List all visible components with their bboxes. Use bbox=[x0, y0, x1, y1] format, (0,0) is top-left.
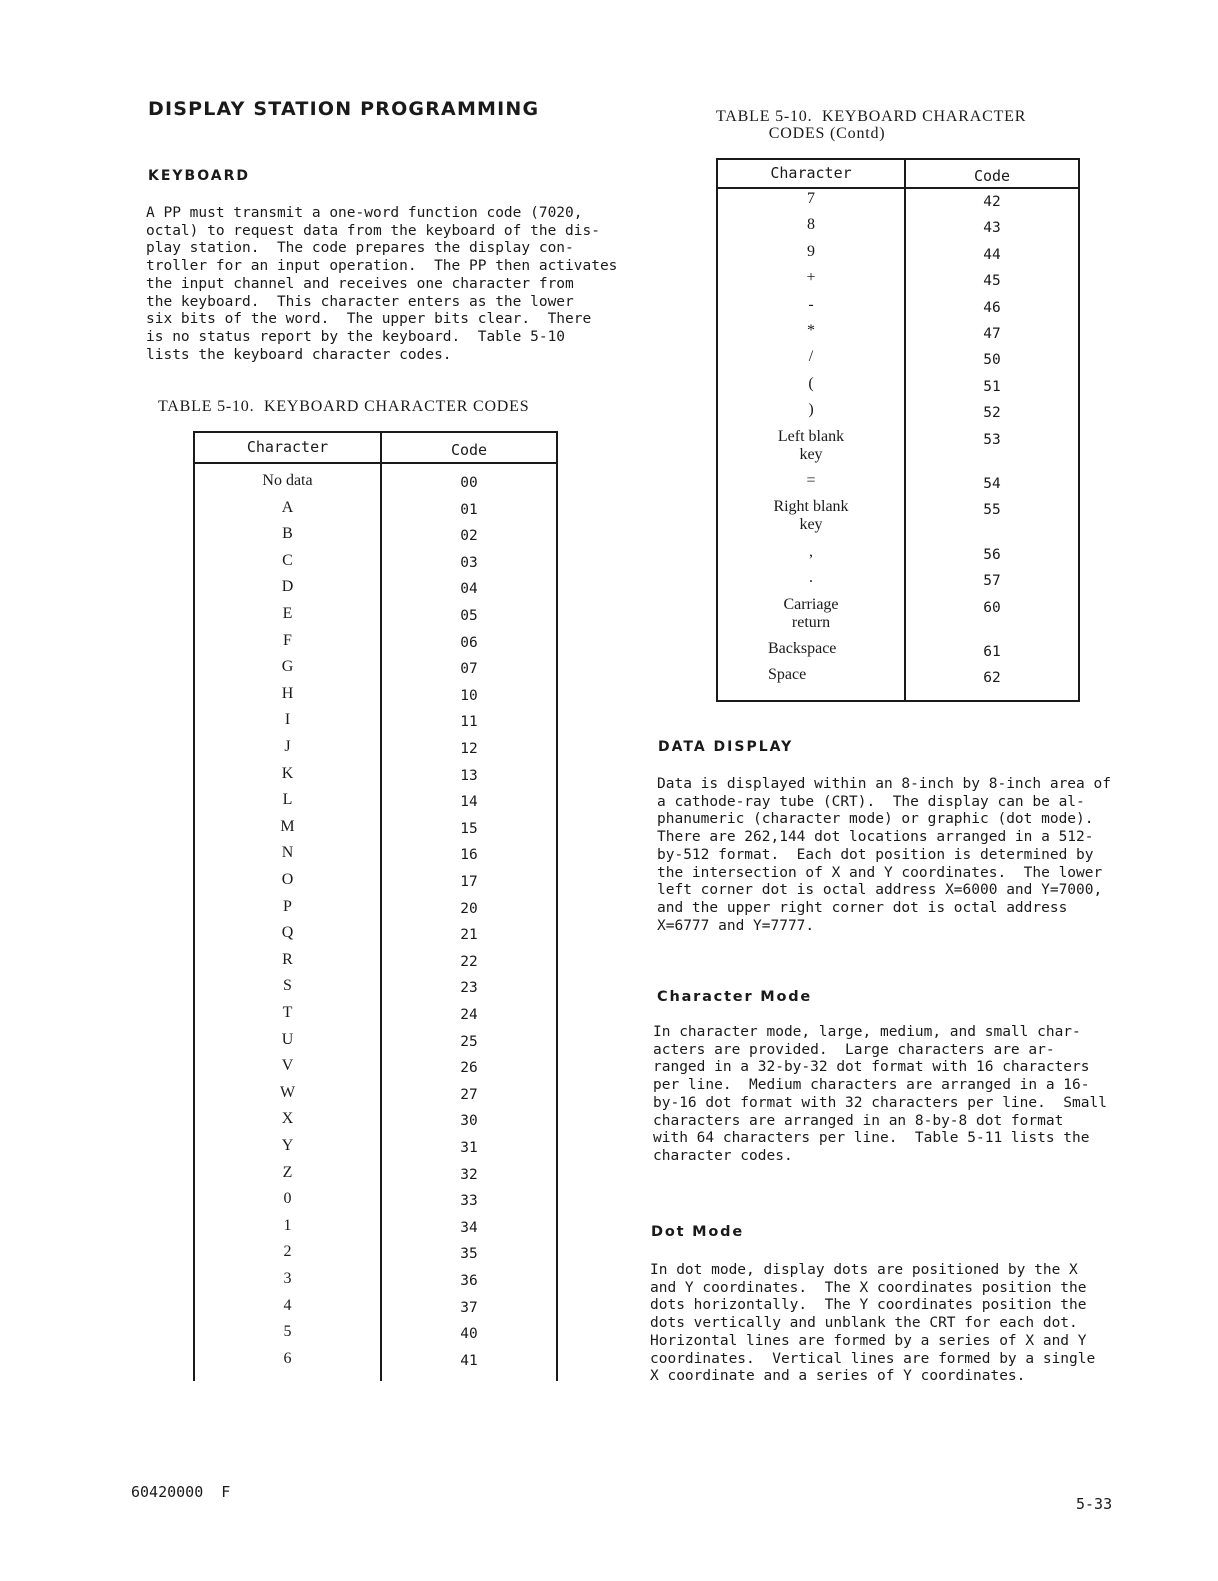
table-cell-code: 37 bbox=[460, 1299, 478, 1316]
dot-mode-heading: Dot Mode bbox=[651, 1224, 744, 1240]
table-cell-character: 9 bbox=[807, 242, 815, 260]
table-cell-code: 42 bbox=[983, 194, 1001, 210]
table-cell-code: 31 bbox=[460, 1140, 478, 1156]
page-number: 5-33 bbox=[1076, 1495, 1113, 1513]
table-cell-character: * bbox=[807, 322, 815, 339]
table-cell-code: 33 bbox=[460, 1193, 478, 1210]
table-cell-character: . bbox=[809, 569, 813, 587]
table-cell-character: U bbox=[281, 1030, 294, 1048]
table-cell-code: 60 bbox=[983, 599, 1001, 616]
table-cell-character: - bbox=[808, 295, 814, 313]
table-cell-character: Left blank key bbox=[777, 427, 845, 463]
table-cell-character: Q bbox=[281, 924, 294, 942]
table-cell-code: 25 bbox=[460, 1033, 478, 1050]
table-cell-code: 55 bbox=[983, 502, 1001, 519]
table-cell-code: 53 bbox=[983, 431, 1001, 448]
table-cell-character: A bbox=[281, 498, 294, 516]
data-display-paragraph: Data is displayed within an 8-inch by 8-inch area of a cathode-ray tube (CRT). The display can be al- phanumeric (character mode) or graphic (dot mode). There are 262,144 dot locations arranged in a 512- by-512 format. Each dot position is determined by the intersection of X and Y coordinates. The lower left corner dot is octal address X=6000 and Y=7000, and the upper right corner dot is octal address X=6777 and Y=7777. bbox=[657, 776, 1111, 934]
table-cell-code: 15 bbox=[460, 820, 478, 837]
table-cell-character: F bbox=[283, 631, 292, 649]
table-cell-code: 36 bbox=[460, 1273, 478, 1289]
table-cell-character: N bbox=[281, 844, 294, 862]
table-cell-code: 05 bbox=[460, 608, 478, 624]
table-cell-code: 51 bbox=[983, 378, 1001, 395]
table-cell-character: Backspace bbox=[768, 640, 837, 657]
table-cell-character: 0 bbox=[283, 1190, 292, 1208]
table-cell-character: D bbox=[281, 578, 294, 596]
table-cell-character: I bbox=[284, 711, 291, 729]
table-cell-code: 21 bbox=[460, 927, 478, 944]
table-cell-character: 8 bbox=[807, 216, 815, 234]
table-cell-character: E bbox=[282, 605, 293, 622]
table-cell-code: 27 bbox=[460, 1086, 478, 1103]
character-mode-paragraph: In character mode, large, medium, and small char- acters are provided. Large characters are ar- ranged in a 32-by-32 dot format with 16 characters per line. Medium characters are arranged in a 16- by-16 dot format with 32 characters per line. Small characters are arranged in an 8-by-8 dot format with 64 characters per line. Table 5-11 lists the character codes. bbox=[653, 1024, 1107, 1164]
table-cell-code: 20 bbox=[460, 900, 478, 917]
table-cell-code: 26 bbox=[460, 1060, 478, 1077]
table-cell-character: Space bbox=[768, 666, 807, 684]
table-cell-code: 12 bbox=[460, 741, 478, 757]
table-cell-character: J bbox=[284, 738, 291, 755]
table-cell-code: 57 bbox=[983, 573, 1001, 590]
table-cell-character: 5 bbox=[283, 1323, 292, 1341]
table-cell-code: 45 bbox=[983, 273, 1001, 290]
table-cell-code: 24 bbox=[460, 1007, 478, 1023]
table-cell-character: B bbox=[282, 525, 293, 543]
table-cell-code: 32 bbox=[460, 1166, 478, 1183]
table-cell-character: + bbox=[806, 269, 816, 287]
table-cell-character: Y bbox=[281, 1137, 294, 1154]
table-cell-code: 56 bbox=[983, 546, 1001, 563]
table-cell-character: ( bbox=[808, 374, 814, 392]
table-cell-character: ) bbox=[808, 401, 814, 419]
table-cell-code: 04 bbox=[460, 581, 478, 598]
table-cell-code: 40 bbox=[460, 1326, 478, 1343]
table-cell-character: T bbox=[282, 1004, 293, 1021]
table-cell-character: Right blank key bbox=[773, 498, 849, 534]
table-cell-character: 3 bbox=[283, 1270, 292, 1287]
table-cell-code: 47 bbox=[983, 326, 1001, 342]
table-cell-code: 03 bbox=[460, 554, 478, 571]
table-cell-character: 6 bbox=[283, 1349, 292, 1367]
table2-caption: TABLE 5-10. KEYBOARD CHARACTER CODES (Contd) bbox=[716, 108, 1027, 142]
table-cell-character: / bbox=[808, 348, 814, 366]
table-cell-character: R bbox=[282, 950, 293, 968]
table-cell-code: 34 bbox=[460, 1219, 478, 1236]
document-number: 60420000 F bbox=[131, 1483, 231, 1501]
table-cell-code: 11 bbox=[460, 714, 478, 731]
table-cell-code: 62 bbox=[983, 670, 1001, 687]
table-cell-character: O bbox=[281, 871, 294, 888]
table-cell-character: G bbox=[281, 658, 294, 676]
dot-mode-paragraph: In dot mode, display dots are positioned by the X and Y coordinates. The X coordinates position the dots horizontally. The Y coordinates position the dots vertically and unblank the CRT for each dot. Horizontal lines are formed by a series of X and Y coordinates. Vertical lines are formed by a single X coordinate and a series of Y coordinates. bbox=[650, 1262, 1096, 1385]
table-cell-character: S bbox=[283, 977, 292, 995]
column-header-code: Code bbox=[450, 441, 488, 459]
table-cell-code: 54 bbox=[983, 476, 1001, 492]
keyboard-codes-table bbox=[193, 431, 558, 1381]
data-display-heading: DATA DISPLAY bbox=[658, 739, 794, 755]
table-cell-code: 10 bbox=[460, 687, 478, 704]
table-cell-code: 22 bbox=[460, 953, 478, 970]
keyboard-paragraph: A PP must transmit a one-word function code (7020, octal) to request data from the keyboard of the dis- play station. The code prepares the display con- troller for an input operation. The PP then activates the input channel and receives one character from the keyboard. This character enters as the lower six bits of the word. The upper bits clear. There is no status report by the keyboard. Table 5-10 lists the keyboard character codes. bbox=[146, 205, 618, 363]
table-cell-code: 02 bbox=[460, 528, 478, 545]
column-header-code: Code bbox=[973, 167, 1011, 185]
table-cell-code: 30 bbox=[460, 1113, 478, 1130]
table-cell-character: 4 bbox=[283, 1296, 292, 1314]
table-cell-code: 23 bbox=[460, 980, 478, 997]
table-cell-character: L bbox=[282, 791, 293, 809]
keyboard-heading: KEYBOARD bbox=[148, 168, 250, 184]
table-cell-code: 43 bbox=[983, 220, 1001, 237]
table-cell-code: 61 bbox=[983, 644, 1001, 660]
table-cell-character: , bbox=[809, 542, 813, 560]
table-cell-code: 07 bbox=[460, 661, 478, 678]
table-cell-code: 44 bbox=[983, 246, 1001, 263]
table-cell-code: 06 bbox=[460, 634, 478, 651]
column-header-character: Character bbox=[246, 438, 329, 456]
table-cell-character: 2 bbox=[283, 1243, 292, 1261]
table-cell-character: M bbox=[280, 817, 295, 835]
table-cell-code: 17 bbox=[460, 874, 478, 890]
table-cell-character: = bbox=[806, 472, 816, 489]
table-cell-code: 16 bbox=[460, 847, 478, 864]
table-cell-code: 52 bbox=[983, 405, 1001, 422]
table-cell-character: K bbox=[281, 764, 294, 782]
table-cell-character: X bbox=[281, 1110, 294, 1128]
table-cell-code: 13 bbox=[460, 767, 478, 784]
table-cell-character: 1 bbox=[283, 1216, 292, 1234]
table-cell-character: C bbox=[282, 551, 293, 569]
table-cell-character: 7 bbox=[807, 190, 815, 207]
table-cell-character: P bbox=[283, 897, 292, 915]
table-cell-character: No data bbox=[262, 472, 313, 489]
table-cell-code: 35 bbox=[460, 1246, 478, 1263]
column-header-character: Character bbox=[770, 164, 852, 182]
table-cell-code: 50 bbox=[983, 352, 1001, 369]
table-cell-character: V bbox=[281, 1057, 294, 1075]
table1-caption: TABLE 5-10. KEYBOARD CHARACTER CODES bbox=[158, 398, 530, 415]
table-cell-character: H bbox=[281, 684, 294, 702]
table-cell-code: 14 bbox=[460, 794, 478, 811]
table-cell-character: Carriage return bbox=[783, 595, 839, 631]
table-cell-code: 00 bbox=[460, 475, 478, 491]
page-title: DISPLAY STATION PROGRAMMING bbox=[148, 98, 540, 120]
table-cell-code: 46 bbox=[983, 299, 1001, 316]
table-cell-character: Z bbox=[282, 1163, 293, 1181]
table-cell-code: 41 bbox=[460, 1352, 478, 1369]
table-cell-character: W bbox=[279, 1083, 296, 1101]
table-cell-code: 01 bbox=[460, 501, 478, 518]
keyboard-codes-contd-table bbox=[716, 158, 1080, 702]
character-mode-heading: Character Mode bbox=[657, 989, 813, 1005]
